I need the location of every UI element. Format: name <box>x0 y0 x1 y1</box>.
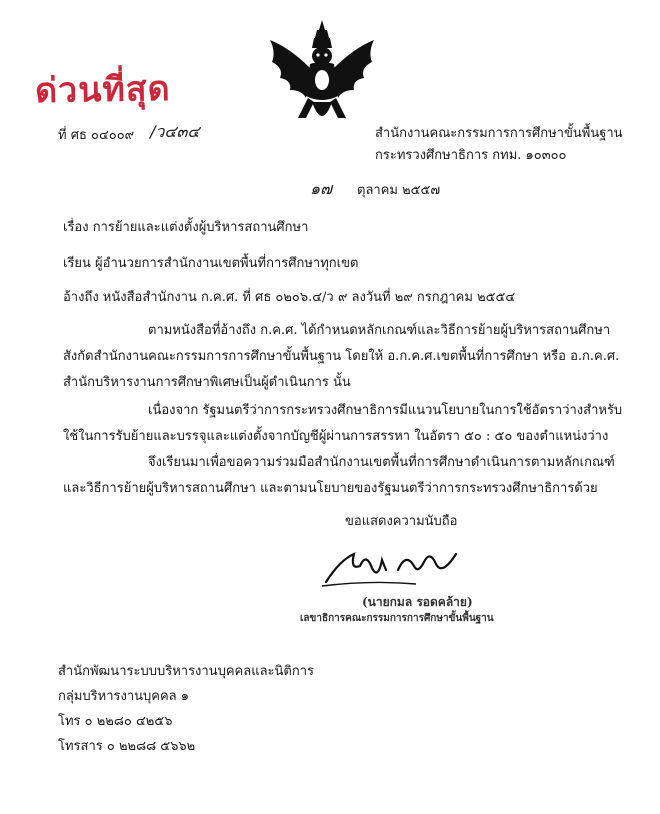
sender-line-2: กระทรวงศึกษาธิการ กทม. ๑๐๓๐๐ <box>375 148 567 163</box>
date-day-handwritten: ๑๗ <box>310 179 333 198</box>
subject-line: เรื่อง การย้ายและแต่งตั้งผู้บริหารสถานศึกษา <box>63 220 309 235</box>
signer-position: เลขาธิการคณะกรรมการการศึกษาขั้นพื้นฐาน <box>300 613 494 624</box>
urgent-stamp: ด่วนที่สุด <box>34 68 172 112</box>
reference-line: อ้างถึง หนังสือสำนักงาน ก.ค.ศ. ที่ ศธ ๐๒๐๖.๔/ว ๙ ลงวันที่ ๒๙ กรกฎาคม ๒๕๕๔ <box>63 290 516 305</box>
body-paragraph-3: จึงเรียนมาเพื่อขอความร่วมมือสำนักงานเขตพื้นที่การศึกษาดำเนินการตามหลักเกณฑ์ และวิธีการย้ายผู้บริหารสถานศึกษา และตามนโยบายของรัฐมนตรีว่าการกระทรวงศึกษาธิการด้วย <box>63 455 615 496</box>
garuda-emblem-icon <box>262 18 382 133</box>
sender-line-1: สำนักงานคณะกรรมการการศึกษาขั้นพื้นฐาน <box>375 126 623 141</box>
footer-office: สำนักพัฒนาระบบบริหารงานบุคคลและนิติการ <box>58 664 315 679</box>
signer-name: (นายกมล รอดคล้าย) <box>362 595 473 609</box>
footer-phone: โทร ๐ ๒๒๘๐ ๔๒๕๖ <box>58 714 173 729</box>
handwritten-signature-icon <box>320 540 460 590</box>
body-paragraph-2: เนื่องจาก รัฐมนตรีว่าการกระทรวงศึกษาธิการมีแนวนโยบายในการใช้อัตราว่างสำหรับ ใช้ในการรับย้ายและบรรจุและแต่งตั้งจากบัญชีผู้ผ่านการสรรหา ในอัตรา ๕๐ : ๕๐ ของตำแหน่งว่าง <box>63 403 623 444</box>
closing-line: ขอแสดงความนับถือ <box>345 514 458 529</box>
doc-number-handwritten: /ว๔๓๔ <box>150 122 200 141</box>
footer-fax: โทรสาร ๐ ๒๒๘๘ ๕๖๖๒ <box>58 739 196 754</box>
footer-group: กลุ่มบริหารงานบุคคล ๑ <box>58 689 190 704</box>
recipient-line: เรียน ผู้อำนวยการสำนักงานเขตพื้นที่การศึกษาทุกเขต <box>63 256 359 271</box>
doc-number-label: ที่ ศธ ๐๔๐๐๙ <box>58 128 135 143</box>
body-paragraph-1: ตามหนังสือที่อ้างถึง ก.ค.ศ. ได้กำหนดหลักเกณฑ์และวิธีการย้ายผู้บริหารสถานศึกษา สังกัดสำนักงานคณะกรรมการการศึกษาขั้นพื้นฐาน โดยให้ อ.ก.ค.ศ.เขตพื้นที่การศึกษา หรือ อ.ก.ค.ศ. สำนักบริหารงานการศึกษาพิเศษเป็นผู้ดำเนินการ นั้น <box>63 323 620 390</box>
date-month-year: ตุลาคม ๒๕๕๗ <box>357 183 441 198</box>
